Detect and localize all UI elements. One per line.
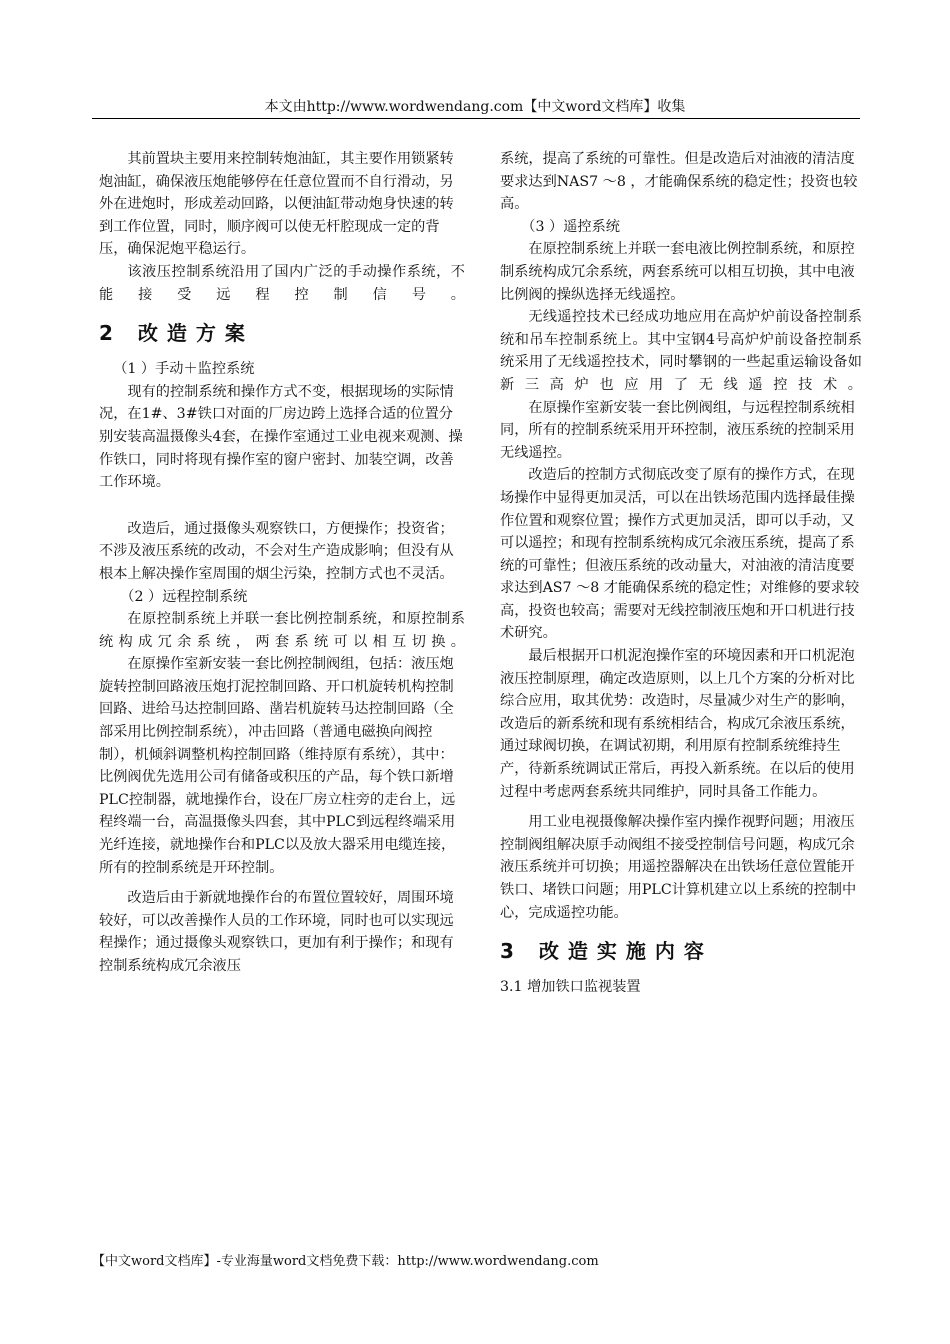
paragraph: 在原控制系统上并联一套电液比例控制系统，和原控制系统构成冗余系统，两套系统可以相互切换，其中电液比例阀的操纵选择无线遥控。 [500,241,855,303]
paragraph: 在原操作室新安装一套比例阀组，与远程控制系统相同，所有的控制系统采用开环控制，液压系统的控制采用无线遥控。 [500,399,855,461]
page-header: 本文由http://www.wordwendang.com【中文word文档库】收集 [264,99,686,115]
paragraph: 改造后的控制方式彻底改变了原有的操作方式，在现场操作中显得更加灵活，可以在出铁场范围内选择最佳操作位置和观察位置；操作方式更加灵活，即可以手动，又可以遥控；和现有控制系统构成冗余液压系统，提高了系统的可靠性；但液压系统的改动量大，对油液的清洁度要求达到AS7 ～8 才能确保系统的稳定性；对维修的要求较高，投资也较高；需要对无线控制液压炮和开口机进行技术研究。 [500,467,860,642]
paragraph: 其前置块主要用来控制转炮油缸，其主要作用锁紧转炮油缸，确保液压炮能够停在任意位置而不自行滑动，另外在进炮时，形成差动回路，以便油缸带动炮身快速的转到工作位置，同时，顺序阀可以使无杆腔现成一定的背压，确保泥炮平稳运行。 [99,151,454,258]
left-column [99,148,465,978]
section-heading: 3 改造实施内容 [500,939,713,964]
subsection-heading: （3 ）遥控系统 [521,218,620,235]
subsection-heading: （2 ）远程控制系统 [120,588,248,605]
paragraph: 系统，提高了系统的可靠性。但是改造后对油液的清洁度要求达到NAS7 ～8 ，才能确保系统的稳定性；投资也较高。 [500,151,858,213]
paragraph: 用工业电视摄像解决操作室内操作视野问题；用液压控制阀组解决原手动阀组不接受控制信号问题，构成冗余液压系统并可切换；用遥控器解决在出铁场任意位置能开铁口、堵铁口问题；用PLC计算机建立以上系统的控制中心，完成遥控功能。 [500,814,857,921]
paragraph: 最后根据开口机泥泡操作室的环境因素和开口机泥泡液压控制原理，确定改造原则，以上几个方案的分析对比综合应用，取其优势：改造时，尽量减少对生产的影响，改造后的新系统和现有系统相结合，构成冗余液压系统，通过球阀切换，在调试初期，利用原有控制系统维持生产，待新系统调试正常后，再投入新系统。在以后的使用过程中考虑两套系统共同维护，同时具备工作能力。 [500,648,855,800]
paragraph: 现有的控制系统和操作方式不变，根据现场的实际情况，在1#、3#铁口对面的厂房边跨上选择合适的位置分别安装高温摄像头4套，在操作室通过工业电视来观测、操作铁口，同时将现有操作室的窗户密封、加装空调，改善工作环境。 [99,383,463,491]
paragraph: 在原控制系统上并联一套比例控制系统，和原控制系统构成冗余系统，两套系统可以相互切换。 [99,611,465,650]
section-heading: 2 改造方案 [99,321,254,346]
paragraph: 在原操作室新安装一套比例控制阀组，包括：液压炮旋转控制回路液压炮打泥控制回路、开口机旋转机构控制回路、进给马达控制回路、凿岩机旋转马达控制回路（全部采用比例控制系统），冲击回路（普通电磁换向阀控制），机倾斜调整机构控制回路（维持原有系统），其中：比例阀优先选用公司有储备或积压的产品，每个铁口新增PLC控制器，就地操作台，设在厂房立柱旁的走台上，远程终端一台，高温摄像头四套，其中PLC到远程终端采用光纤连接，就地操作台和PLC以及放大器采用电缆连接，所有的控制系统是开环控制。 [99,656,456,876]
paragraph: 该液压控制系统沿用了国内广泛的手动操作系统，不能接受远程控制信号。 [99,263,465,303]
subsection-heading: 3.1 增加铁口监视装置 [500,979,641,996]
paragraph: 无线遥控技术已经成功地应用在高炉炉前设备控制系统和吊车控制系统上。其中宝钢4号高炉炉前设备控制系统采用了无线遥控技术，同时攀钢的一些起重运输设备如新三高炉也应用了无线遥控技术。 [500,309,862,393]
right-column [500,148,862,999]
subsection-heading: （1 ）手动＋监控系统 [113,361,255,378]
paragraph: 改造后，通过摄像头观察铁口，方便操作；投资省；不涉及液压系统的改动，不会对生产造成影响；但没有从根本上解决操作室周围的烟尘污染，控制方式也不灵活。 [99,520,454,582]
paragraph: 改造后由于新就地操作台的布置位置较好，周围环境较好，可以改善操作人员的工作环境，同时也可以实现远程操作；通过摄像头观察铁口，更加有利于操作；和现有控制系统构成冗余液压 [99,890,454,974]
header-rule [92,118,860,119]
page-footer: 【中文word文档库】-专业海量word文档免费下载：http://www.wordwendang.com [92,1254,599,1269]
